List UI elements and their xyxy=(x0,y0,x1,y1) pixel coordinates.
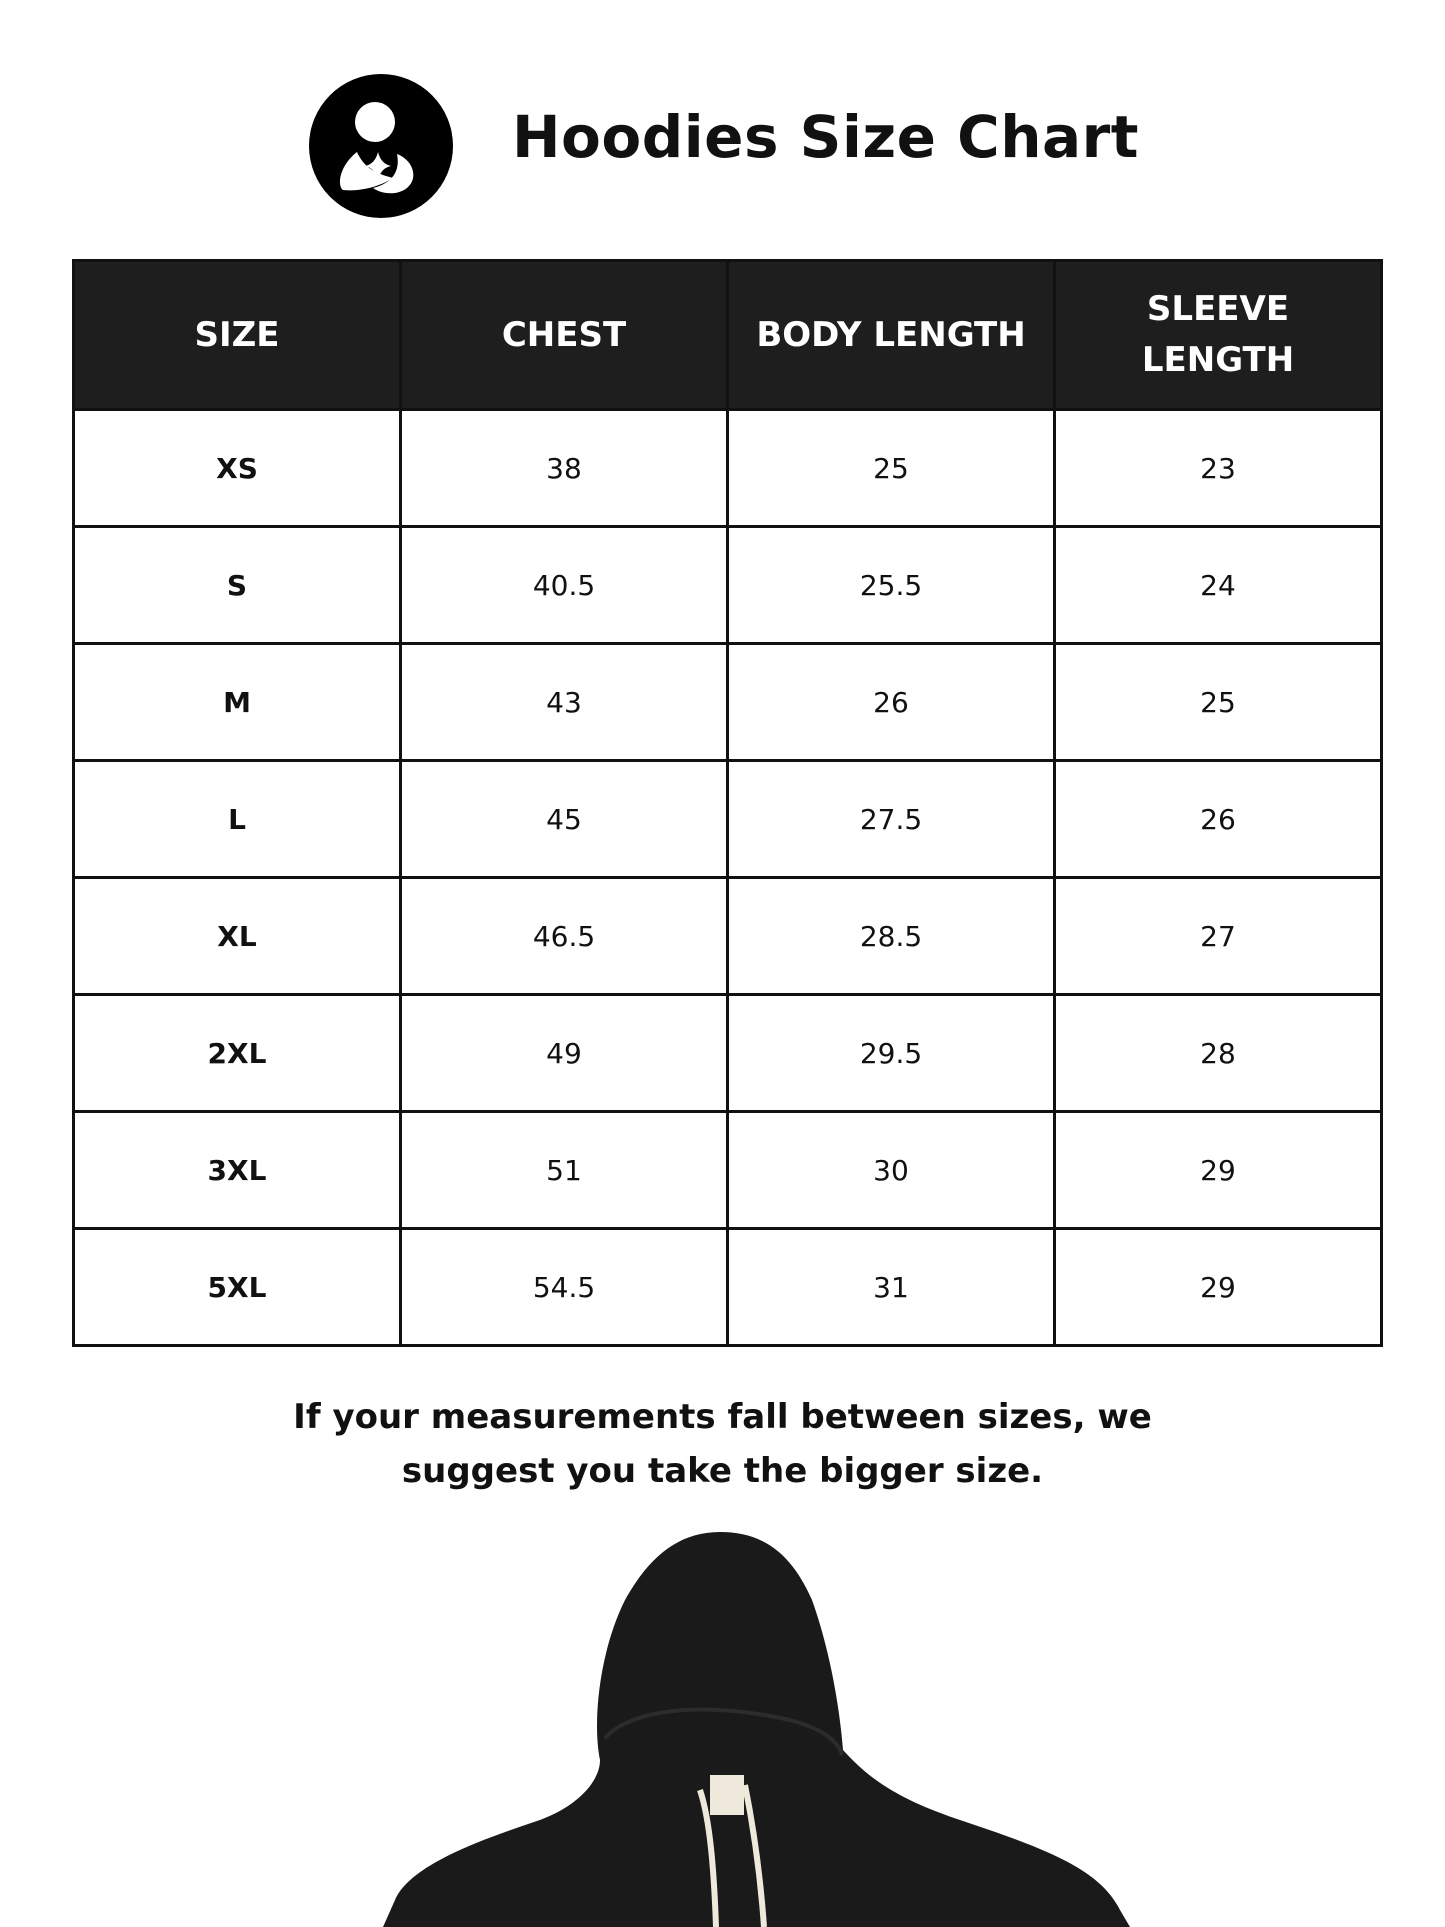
table-row xyxy=(74,878,1382,995)
table-row xyxy=(74,644,1382,761)
cell-chest: 51 xyxy=(401,1112,728,1229)
nursing-mother-logo-icon xyxy=(309,74,453,218)
hoodie-image xyxy=(0,1520,1445,1927)
cell-size: XL xyxy=(74,878,401,995)
cell-size: 3XL xyxy=(74,1112,401,1229)
cell-chest: 43 xyxy=(401,644,728,761)
cell-chest: 49 xyxy=(401,995,728,1112)
table-row xyxy=(74,1229,1382,1346)
cell-body-length: 31 xyxy=(728,1229,1055,1346)
cell-body-length: 28.5 xyxy=(728,878,1055,995)
cell-body-length: 25 xyxy=(728,410,1055,527)
sizing-note-line-2: suggest you take the bigger size. xyxy=(401,1451,1044,1491)
table-header-row xyxy=(74,261,1382,410)
column-header-sleeve-length: SLEEVE LENGTH xyxy=(1055,261,1382,410)
column-header-body-length: BODY LENGTH xyxy=(728,261,1055,410)
table-row xyxy=(74,410,1382,527)
sizing-note-line-1: If your measurements fall between sizes, we xyxy=(293,1397,1152,1437)
cell-size: L xyxy=(74,761,401,878)
cell-body-length: 29.5 xyxy=(728,995,1055,1112)
cell-body-length: 25.5 xyxy=(728,527,1055,644)
cell-size: XS xyxy=(74,410,401,527)
cell-sleeve-length: 24 xyxy=(1055,527,1382,644)
cell-sleeve-length: 29 xyxy=(1055,1112,1382,1229)
cell-size: 2XL xyxy=(74,995,401,1112)
cell-size: M xyxy=(74,644,401,761)
cell-chest: 54.5 xyxy=(401,1229,728,1346)
cell-sleeve-length: 25 xyxy=(1055,644,1382,761)
column-header-size: SIZE xyxy=(74,261,401,410)
cell-sleeve-length: 23 xyxy=(1055,410,1382,527)
cell-body-length: 26 xyxy=(728,644,1055,761)
cell-chest: 46.5 xyxy=(401,878,728,995)
cell-body-length: 27.5 xyxy=(728,761,1055,878)
table-row xyxy=(74,995,1382,1112)
cell-size: S xyxy=(74,527,401,644)
cell-chest: 38 xyxy=(401,410,728,527)
column-header-chest: CHEST xyxy=(401,261,728,410)
cell-body-length: 30 xyxy=(728,1112,1055,1229)
size-chart-table xyxy=(72,259,1383,1347)
sizing-note xyxy=(0,1390,1445,1498)
table-row xyxy=(74,761,1382,878)
cell-sleeve-length: 26 xyxy=(1055,761,1382,878)
cell-sleeve-length: 29 xyxy=(1055,1229,1382,1346)
cell-sleeve-length: 27 xyxy=(1055,878,1382,995)
table-row xyxy=(74,1112,1382,1229)
cell-chest: 45 xyxy=(401,761,728,878)
cell-size: 5XL xyxy=(74,1229,401,1346)
page-title: Hoodies Size Chart xyxy=(512,103,1139,171)
cell-sleeve-length: 28 xyxy=(1055,995,1382,1112)
cell-chest: 40.5 xyxy=(401,527,728,644)
table-row xyxy=(74,527,1382,644)
